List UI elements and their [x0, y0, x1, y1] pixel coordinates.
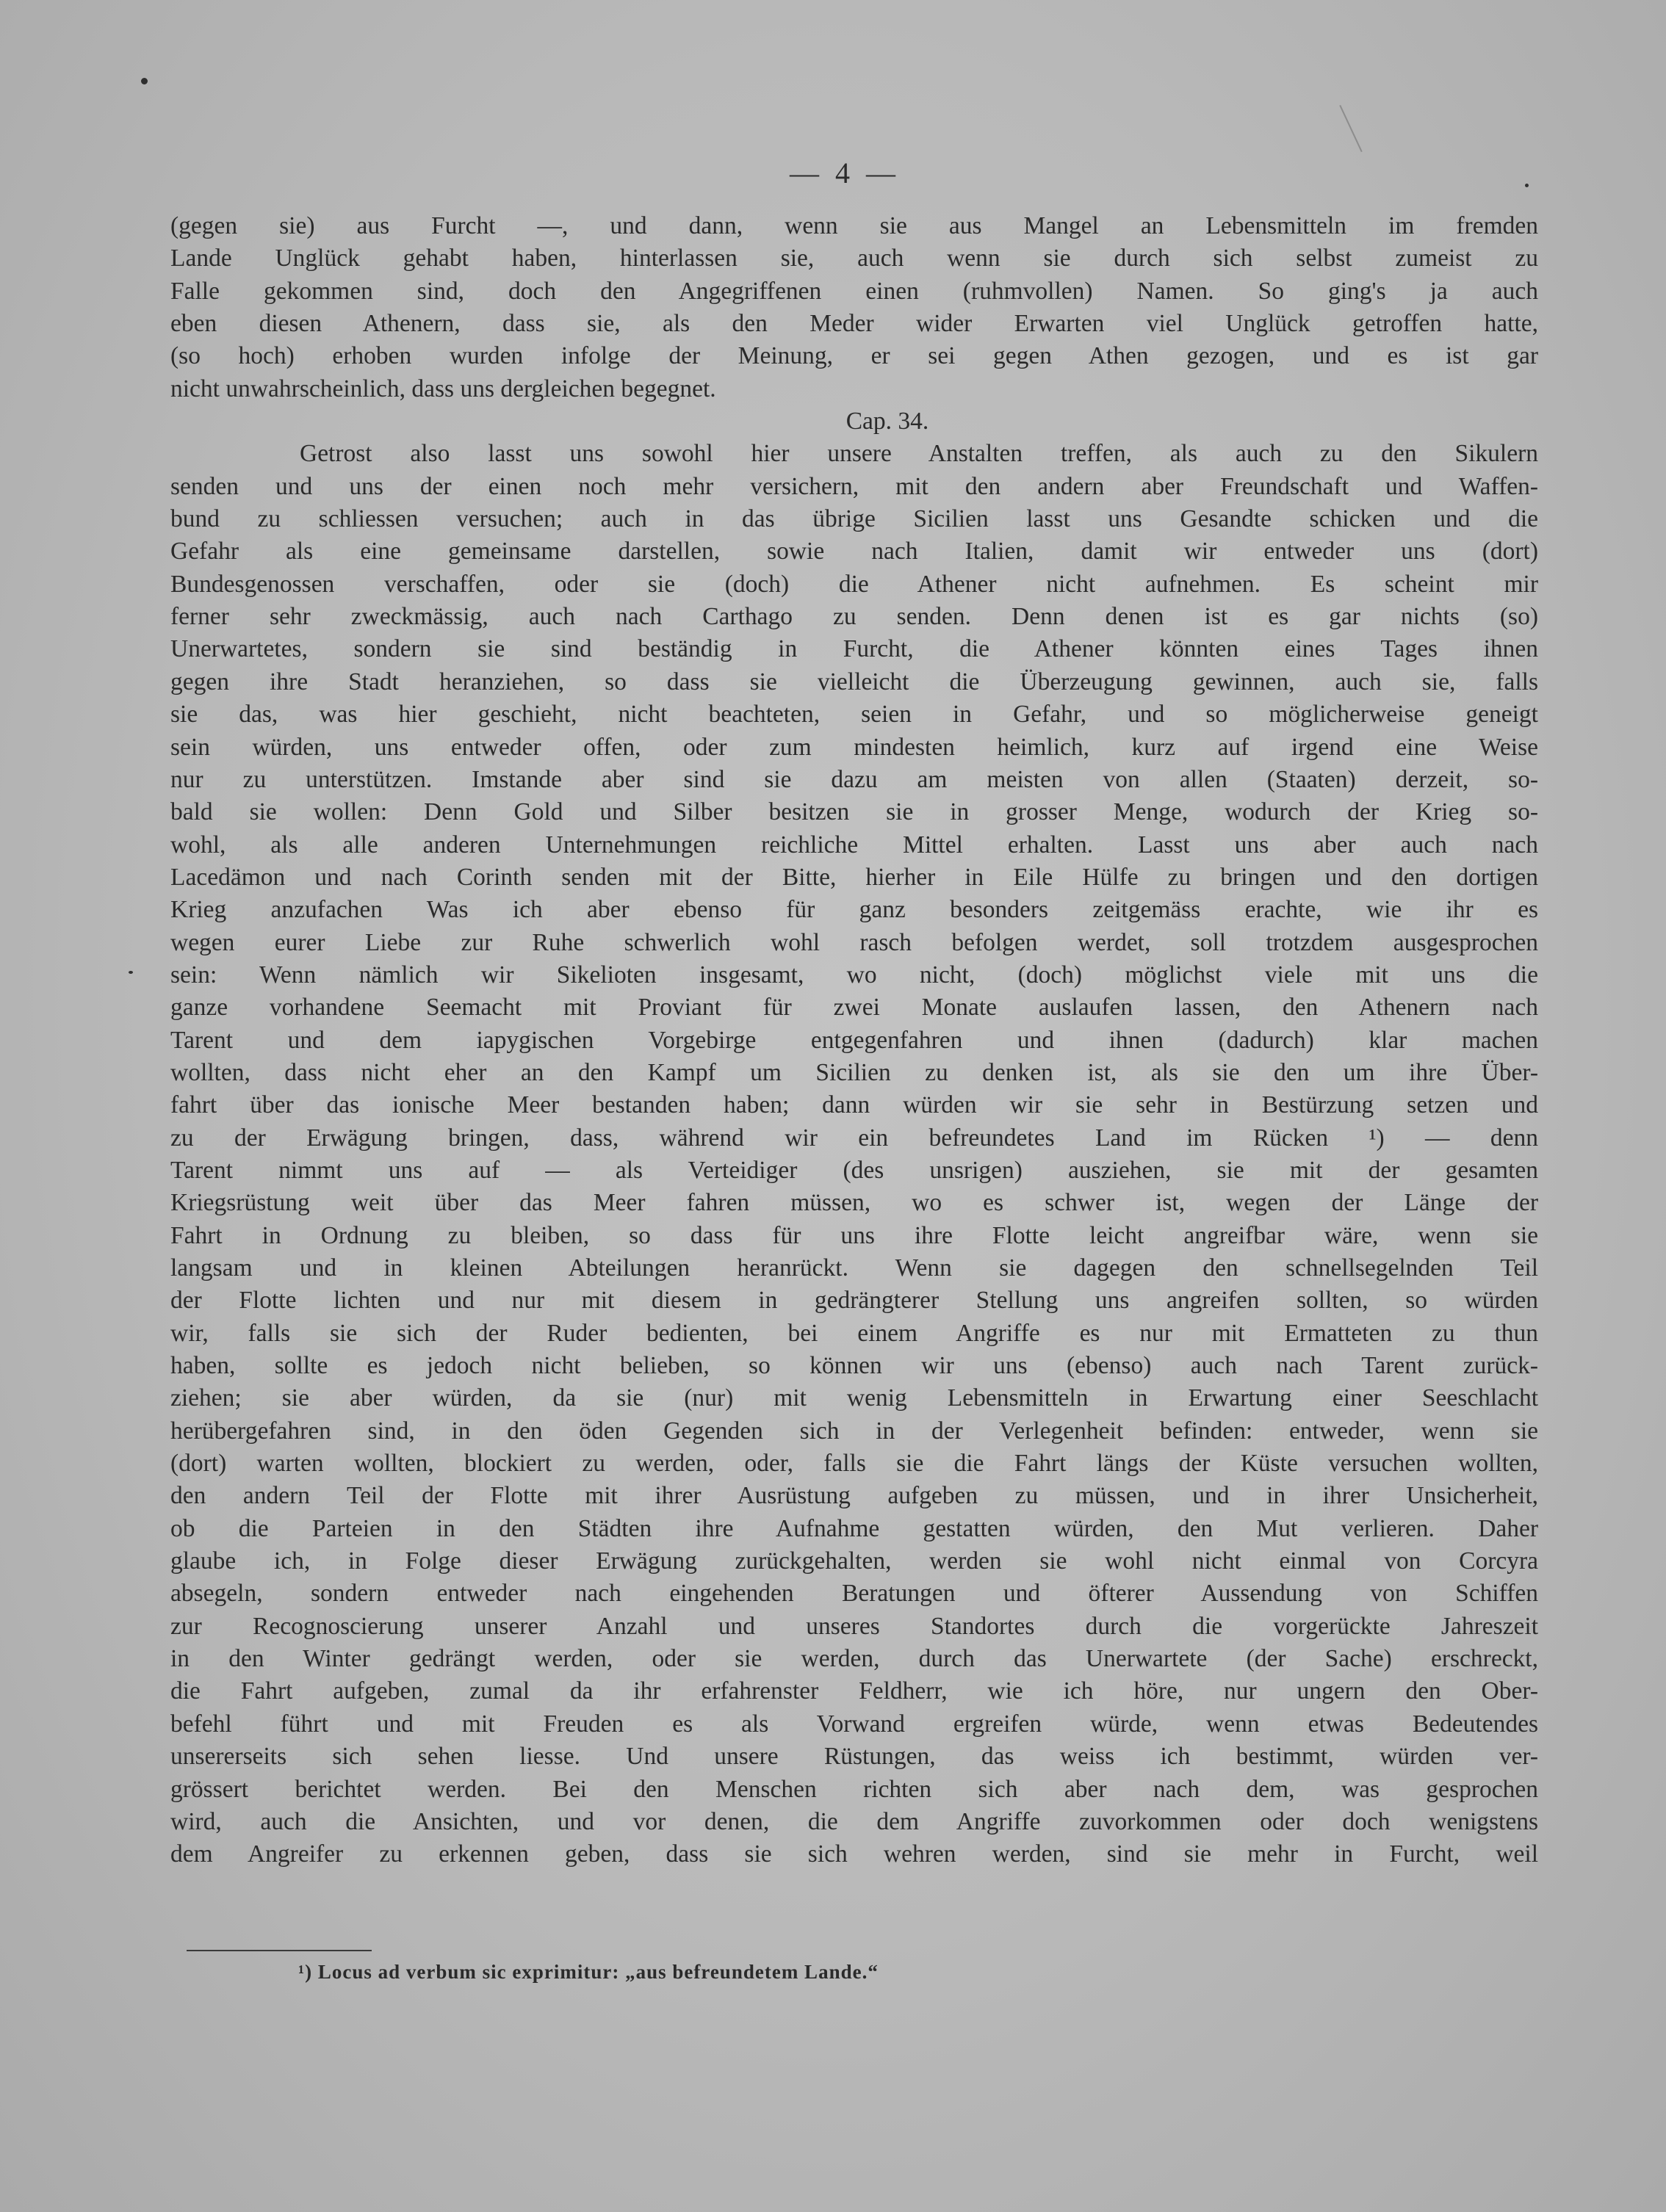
text-line: wegen eurer Liebe zur Ruhe schwerlich wohl rasch befolgen werdet, soll trotzdem ausgesprochen: [170, 928, 1538, 956]
text-line: nicht unwahrscheinlich, dass uns dergleichen begegnet.: [170, 375, 716, 402]
ink-speck: [1525, 184, 1529, 187]
ink-speck: [129, 971, 133, 974]
text-line: (so hoch) erhoben wurden infolge der Meinung, er sei gegen Athen gezogen, und es ist gar: [170, 342, 1538, 370]
text-line: eben diesen Athenern, dass sie, als den Meder wider Erwarten viel Unglück getroffen hatte,: [170, 310, 1538, 338]
text-line: fahrt über das ionische Meer bestanden haben; dann würden wir sie sehr in Bestürzung setzen und: [170, 1091, 1538, 1119]
text-line: wir, falls sie sich der Ruder bedienten, bei einem Angriffe es nur mit Ermatteten zu thun: [170, 1319, 1538, 1347]
text-line: zur Recognoscierung unserer Anzahl und unseres Standortes durch die vorgerückte Jahreszeit: [170, 1612, 1538, 1640]
text-line: senden und uns der einen noch mehr versichern, mit den andern aber Freundschaft und Waffen-: [170, 472, 1538, 500]
text-line: Unerwartetes, sondern sie sind beständig in Furcht, die Athener könnten eines Tages ihnen: [170, 635, 1538, 663]
chapter-heading: Cap. 34.: [845, 408, 929, 435]
text-line: bund zu schliessen versuchen; auch in das übrige Sicilien lasst uns Gesandte schicken und die: [170, 505, 1538, 533]
footnote: ¹) Locus ad verbum sic exprimitur: „aus befreundetem Lande.“: [298, 1961, 879, 1983]
text-line: sie das, was hier geschieht, nicht beachteten, seien in Gefahr, und so möglicherweise geneigt: [170, 701, 1538, 729]
text-line: haben, sollte es jedoch nicht belieben, so können wir uns (ebenso) auch nach Tarent zurück-: [170, 1352, 1538, 1380]
text-line: die Fahrt aufgeben, zumal da ihr erfahrenster Feldherr, wie ich höre, nur ungern den Ober-: [170, 1677, 1538, 1705]
text-line: Gefahr als eine gemeinsame darstellen, sowie nach Italien, damit wir entweder uns (dort): [170, 538, 1538, 565]
text-line: gegen ihre Stadt heranziehen, so dass sie vielleicht die Überzeugung gewinnen, auch sie, falls: [170, 668, 1538, 695]
text-line: [170, 1871, 1538, 1904]
text-line: grössert berichtet werden. Bei den Menschen richten sich aber nach dem, was gesprochen: [170, 1775, 1538, 1803]
text-line: den andern Teil der Flotte mit ihrer Ausrüstung aufgeben zu müssen, und in ihrer Unsicherheit,: [170, 1482, 1538, 1510]
text-line: Krieg anzufachen Was ich aber ebenso für ganz besonders zeitgemäss erachte, wie ihr es: [170, 896, 1538, 924]
text-line: absegeln, sondern entweder nach eingehenden Beratungen und öfterer Aussendung von Schiffen: [170, 1580, 1538, 1608]
text-line: (gegen sie) aus Furcht —, und dann, wenn sie aus Mangel an Lebensmitteln im fremden: [170, 212, 1538, 239]
text-line: (dort) warten wollten, blockiert zu werden, oder, falls sie die Fahrt längs der Küste versuchen wollten,: [170, 1450, 1538, 1478]
text-line: sein würden, uns entweder offen, oder zum mindesten heimlich, kurz auf irgend eine Weise: [170, 733, 1538, 761]
text-line: unsererseits sich sehen liesse. Und unsere Rüstungen, das weiss ich bestimmt, würden ver-: [170, 1743, 1538, 1771]
paper-scratch: [1339, 105, 1362, 152]
text-line: zu der Erwägung bringen, dass, während wir ein befreundetes Land im Rücken ¹) — denn: [170, 1124, 1538, 1152]
text-line: der Flotte lichten und nur mit diesem in gedrängterer Stellung uns angreifen sollten, so würden: [170, 1287, 1538, 1315]
text-line: ferner sehr zweckmässig, auch nach Carthago zu senden. Denn denen ist es gar nichts (so): [170, 603, 1538, 631]
page-number: — 4 —: [790, 156, 900, 189]
text-line: Lacedämon und nach Corinth senden mit der Bitte, hierher in Eile Hülfe zu bringen und den dortigen: [170, 863, 1538, 891]
text-line: ganze vorhandene Seemacht mit Proviant für zwei Monate auslaufen lassen, den Athenern nach: [170, 994, 1538, 1022]
ink-speck: [141, 78, 148, 84]
text-line: Bundesgenossen verschaffen, oder sie (doch) die Athener nicht aufnehmen. Es scheint mir: [170, 570, 1538, 598]
text-line: Getrost also lasst uns sowohl hier unsere Anstalten treffen, als auch zu den Sikulern: [300, 440, 1538, 468]
text-line: ob die Parteien in den Städten ihre Aufnahme gestatten würden, den Mut verlieren. Daher: [170, 1514, 1538, 1542]
text-line: wird, auch die Ansichten, und vor denen, die dem Angriffe zuvorkommen oder doch wenigstens: [170, 1807, 1538, 1835]
text-line: bald sie wollen: Denn Gold und Silber besitzen sie in grosser Menge, wodurch der Krieg so-: [170, 798, 1538, 826]
text-line: nur zu unterstützen. Imstande aber sind sie dazu am meisten von allen (Staaten) derzeit, so-: [170, 765, 1538, 793]
text-line: sein: Wenn nämlich wir Sikelioten insgesamt, wo nicht, (doch) möglichst viele mit uns die: [170, 961, 1538, 988]
text-line: Falle gekommen sind, doch den Angegriffenen einen (ruhmvollen) Namen. So ging's ja auch: [170, 277, 1538, 305]
text-line: herübergefahren sind, in den öden Gegenden sich in der Verlegenheit befinden: entweder, wenn sie: [170, 1417, 1538, 1445]
text-line: befehl führt und mit Freuden es als Vorwand ergreifen würde, wenn etwas Bedeutendes: [170, 1710, 1538, 1738]
text-line: Tarent und dem iapygischen Vorgebirge entgegenfahren und ihnen (dadurch) klar machen: [170, 1026, 1538, 1054]
text-line: wollten, dass nicht eher an den Kampf um Sicilien zu denken ist, als sie den um ihre Über-: [170, 1058, 1538, 1086]
text-line: glaube ich, in Folge dieser Erwägung zurückgehalten, werden sie wohl nicht einmal von Corcyra: [170, 1547, 1538, 1575]
text-line: wohl, als alle anderen Unternehmungen reichliche Mittel erhalten. Lasst uns aber auch nach: [170, 831, 1538, 859]
footnote-divider: [187, 1950, 372, 1951]
text-line: Lande Unglück gehabt haben, hinterlassen sie, auch wenn sie durch sich selbst zumeist zu: [170, 245, 1538, 272]
text-line: ziehen; sie aber würden, da sie (nur) mit wenig Lebensmitteln in Erwartung einer Seeschlacht: [170, 1384, 1538, 1412]
text-line: langsam und in kleinen Abteilungen heranrückt. Wenn sie dagegen den schnellsegelnden Teil: [170, 1254, 1538, 1282]
text-line: dem Angreifer zu erkennen geben, dass sie sich wehren werden, sind sie mehr in Furcht, weil: [170, 1840, 1538, 1868]
text-line: Tarent nimmt uns auf — als Verteidiger (des unsrigen) ausziehen, sie mit der gesamten: [170, 1156, 1538, 1184]
text-line: in den Winter gedrängt werden, oder sie werden, durch das Unerwartete (der Sache) erschreckt,: [170, 1645, 1538, 1673]
text-line: Kriegsrüstung weit über das Meer fahren müssen, wo es schwer ist, wegen der Länge der: [170, 1189, 1538, 1217]
body-text: [170, 210, 1538, 1904]
text-line: Fahrt in Ordnung zu bleiben, so dass für uns ihre Flotte leicht angreifbar wäre, wenn sie: [170, 1221, 1538, 1249]
